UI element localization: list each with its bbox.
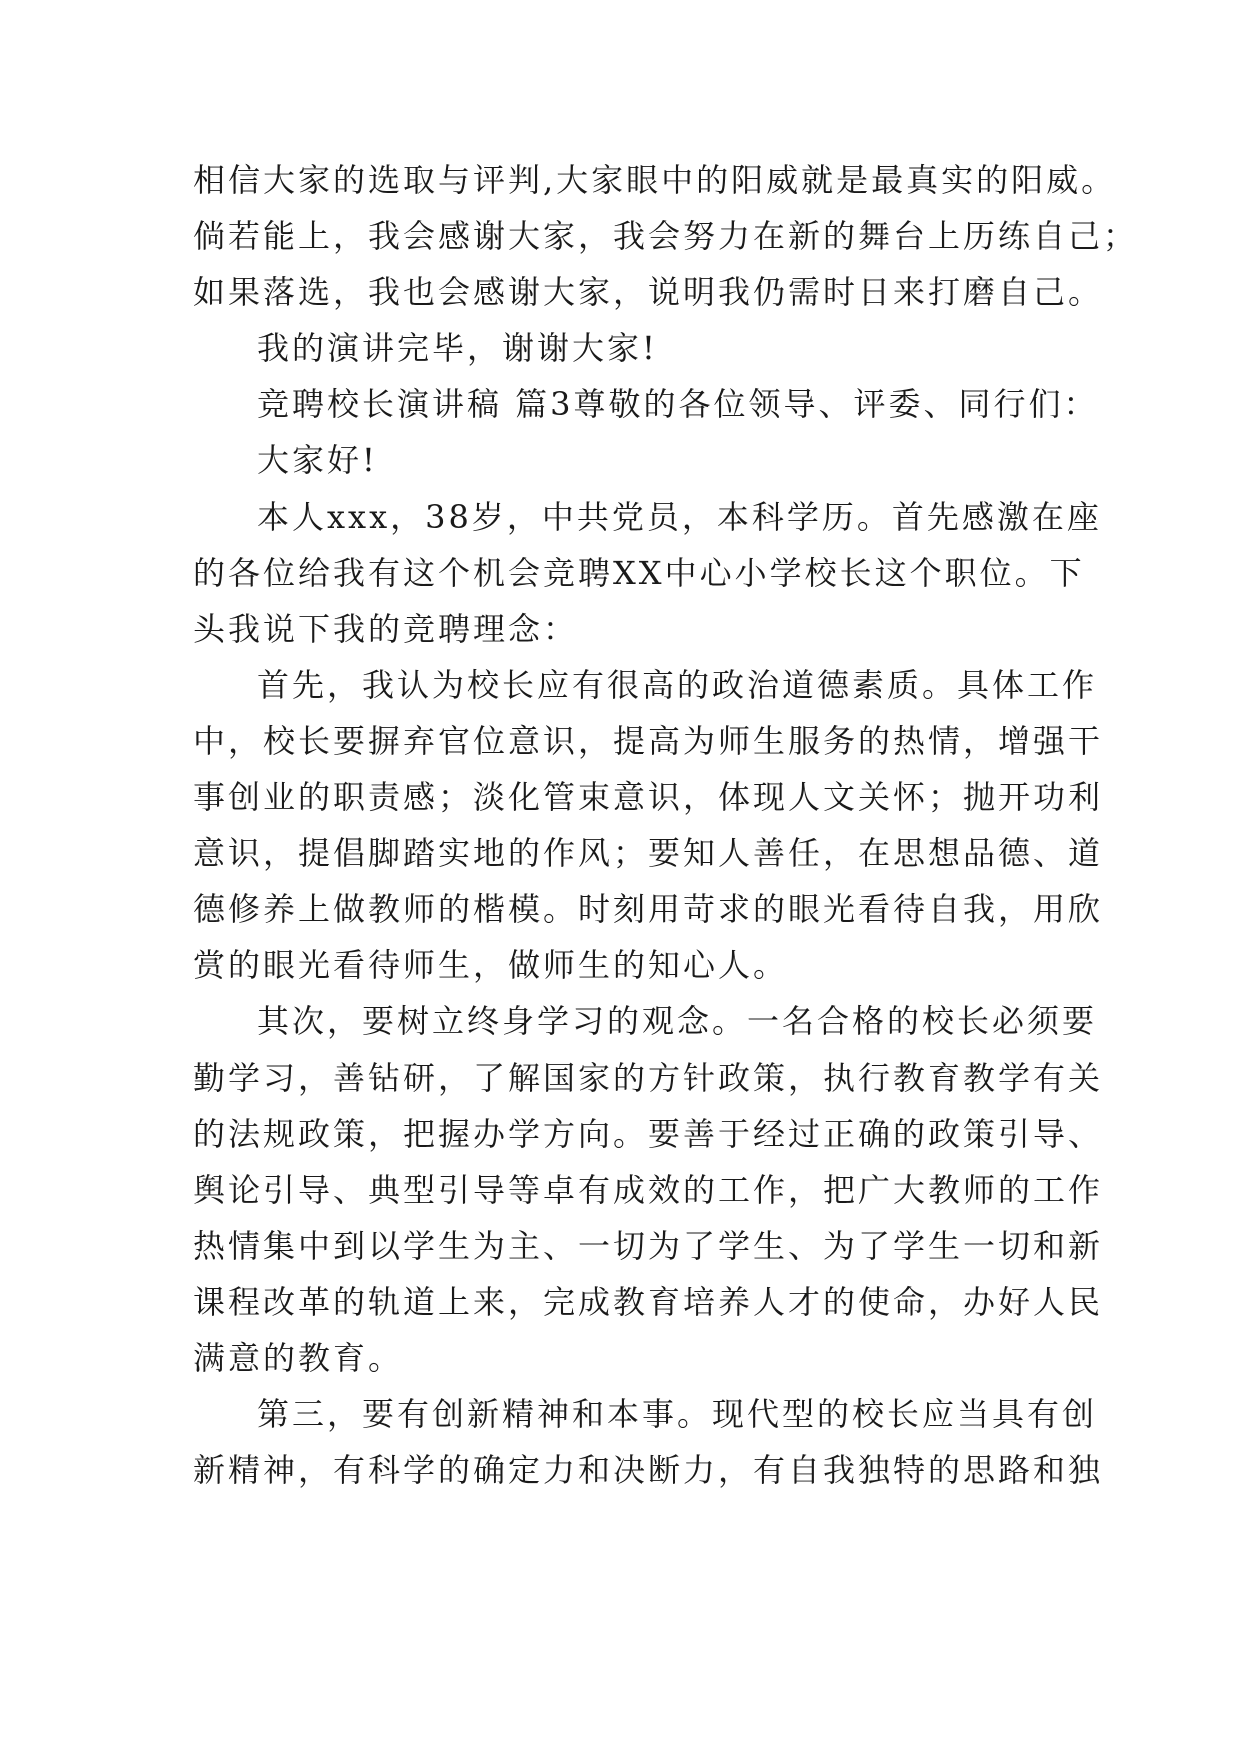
text-line: 事创业的职责感；淡化管束意识，体现人文关怀；抛开功利 [193, 778, 1104, 817]
text-line: 舆论引导、典型引导等卓有成效的工作，把广大教师的工作 [193, 1170, 1104, 1209]
text-line: 首先，我认为校长应有很高的政治道德素质。具体工作 [257, 665, 1098, 704]
text-line: 课程改革的轨道上来，完成教育培养人才的使命，办好人民 [193, 1282, 1104, 1321]
text-line: 的法规政策，把握办学方向。要善于经过正确的政策引导、 [193, 1114, 1104, 1153]
text-line: 第三，要有创新精神和本事。现代型的校长应当具有创 [257, 1395, 1098, 1434]
text-line: 的各位给我有这个机会竞聘XX中心小学校长这个职位。下 [193, 553, 1085, 592]
text-line: 竞聘校长演讲稿 篇3尊敬的各位领导、评委、同行们： [257, 385, 1099, 424]
text-line: 热情集中到以学生为主、一切为了学生、为了学生一切和新 [193, 1226, 1104, 1265]
text-line: 大家好! [257, 441, 378, 480]
document-body [193, 152, 1139, 1498]
text-line: 德修养上做教师的楷模。时刻用苛求的眼光看待自我，用欣 [193, 890, 1104, 929]
text-line: 头我说下我的竞聘理念： [193, 609, 579, 648]
text-line: 意识，提倡脚踏实地的作风；要知人善任，在思想品德、道 [193, 834, 1104, 873]
text-line: 中，校长要摒弃官位意识，提高为师生服务的热情，增强干 [193, 721, 1104, 760]
text-line: 勤学习，善钻研，了解国家的方针政策，执行教育教学有关 [193, 1058, 1104, 1097]
text-line: 我的演讲完毕，谢谢大家! [257, 329, 658, 368]
text-line: 其次，要树立终身学习的观念。一名合格的校长必须要 [257, 1002, 1098, 1041]
text-line: 相信大家的选取与评判,大家眼中的阳威就是最真实的阳威。 [193, 161, 1117, 199]
text-line: 满意的教育。 [193, 1338, 404, 1377]
text-line: 本人xxx，38岁，中共党员，本科学历。首先感激在座 [257, 497, 1102, 536]
text-line: 赏的眼光看待师生，做师生的知心人。 [193, 946, 789, 985]
text-line: 新精神，有科学的确定力和决断力，有自我独特的思路和独 [193, 1451, 1104, 1490]
text-line: 倘若能上，我会感谢大家，我会努力在新的舞台上历练自己； [193, 217, 1139, 256]
text-line: 如果落选，我也会感谢大家，说明我仍需时日来打磨自己。 [193, 273, 1104, 312]
